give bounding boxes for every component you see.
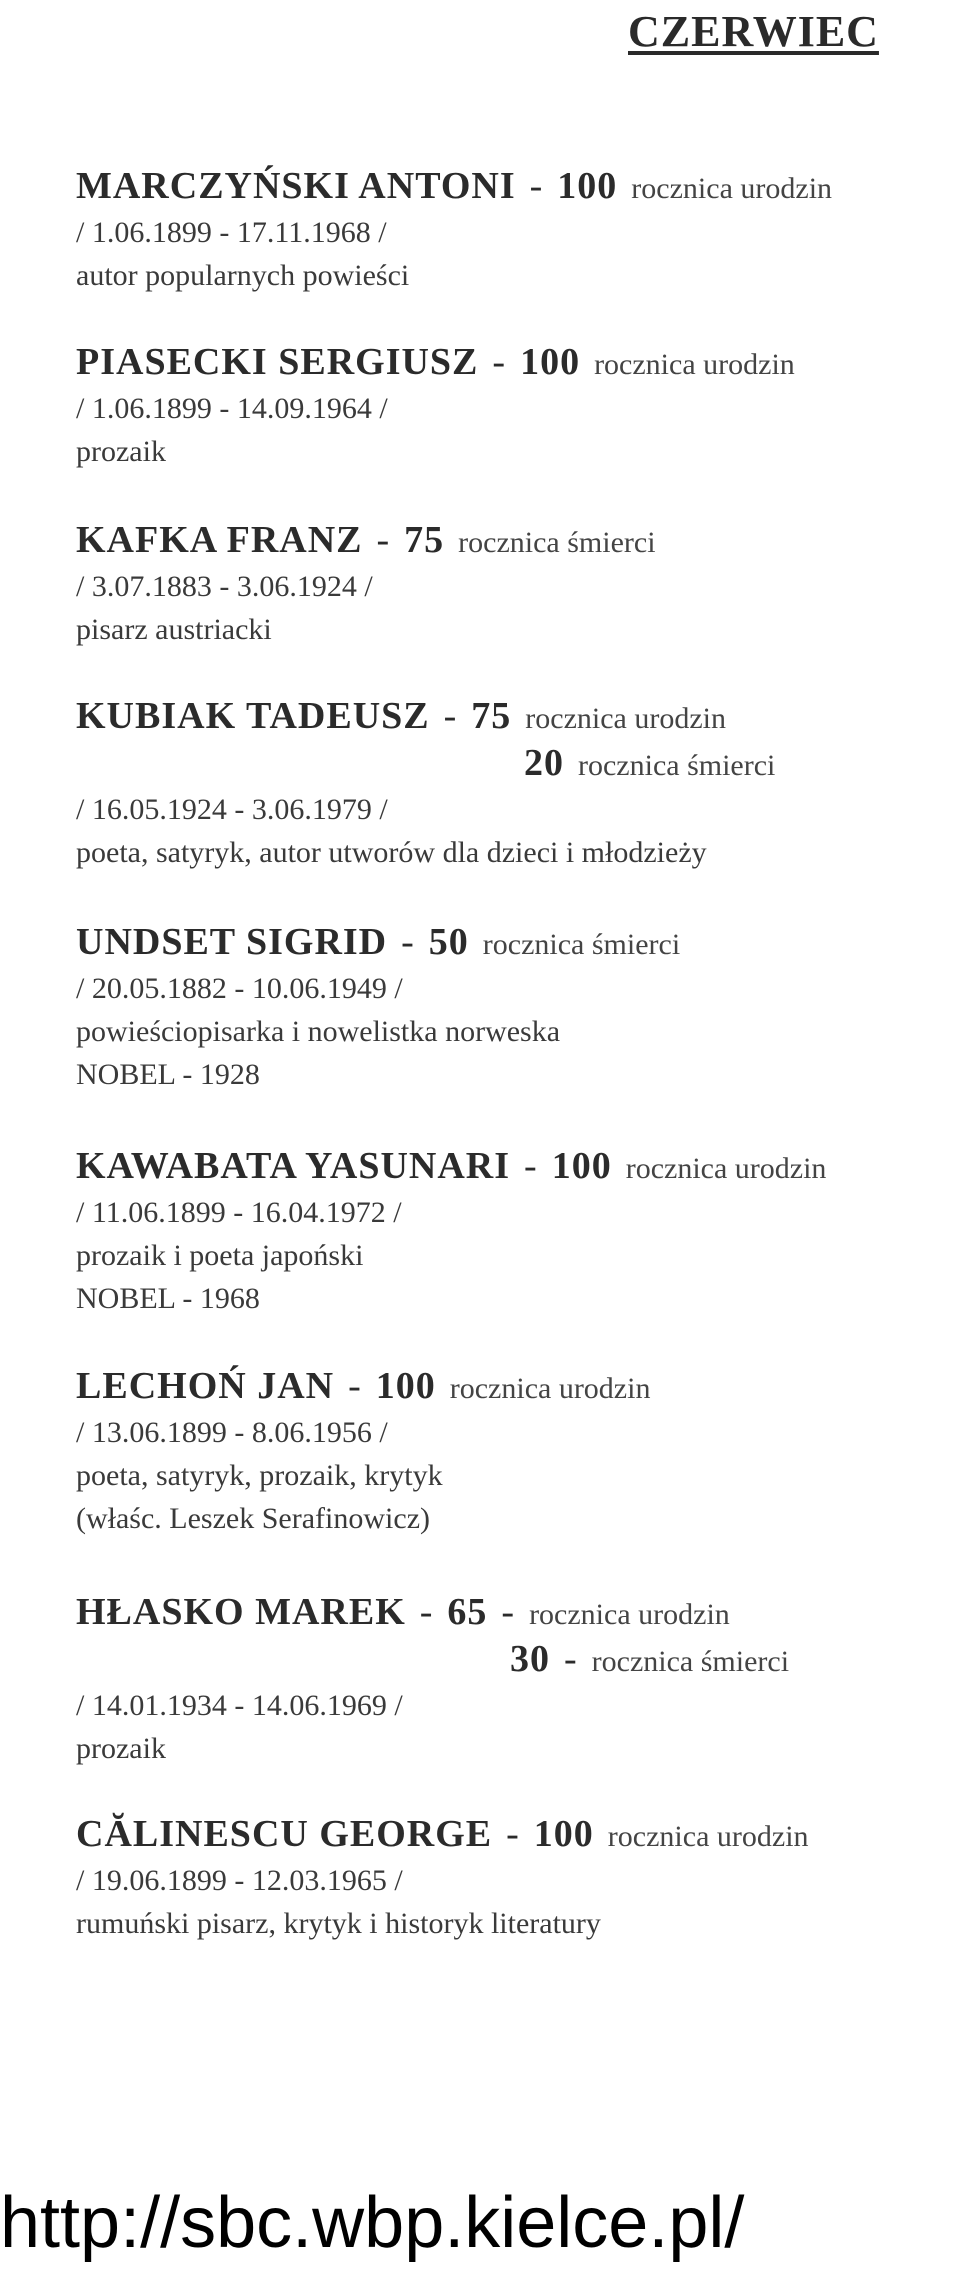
entry-kawabata xyxy=(76,1144,826,1320)
life-dates: / 3.07.1883 - 3.06.1924 / xyxy=(76,570,373,603)
entry-piasecki xyxy=(76,340,795,473)
real-name-note: (właśc. Leszek Serafinowicz) xyxy=(76,1502,430,1535)
life-dates: / 16.05.1924 - 3.06.1979 / xyxy=(76,793,388,826)
author-name: HŁASKO MAREK xyxy=(76,1591,406,1633)
description: rumuński pisarz, krytyk i historyk literatury xyxy=(76,1907,601,1940)
author-name: KUBIAK TADEUSZ xyxy=(76,695,430,737)
anniversary-label: rocznica urodzin xyxy=(625,1152,827,1185)
entry-heading: KUBIAK TADEUSZ - 75 rocznica urodzin xyxy=(76,695,727,737)
description: poeta, satyryk, autor utworów dla dzieci i młodzieży xyxy=(76,836,707,869)
entry-heading: KAWABATA YASUNARI - 100 rocznica urodzin xyxy=(76,1145,827,1187)
author-name: LECHOŃ JAN xyxy=(76,1365,335,1407)
entry-heading: MARCZYŃSKI ANTONI - 100 rocznica urodzin xyxy=(76,165,833,207)
author-name: PIASECKI SERGIUSZ xyxy=(76,341,479,383)
life-dates: / 13.06.1899 - 8.06.1956 / xyxy=(76,1416,388,1449)
life-dates: / 1.06.1899 - 17.11.1968 / xyxy=(76,216,387,249)
nobel-note: NOBEL - 1968 xyxy=(76,1282,260,1315)
entry-lechon xyxy=(76,1364,650,1540)
source-url: http://sbc.wbp.kielce.pl/ xyxy=(0,2183,745,2263)
separator: - xyxy=(564,1638,578,1680)
anniversary-number: 100 xyxy=(557,165,618,207)
description: poeta, satyryk, prozaik, krytyk xyxy=(76,1459,443,1492)
life-dates: / 11.06.1899 - 16.04.1972 / xyxy=(76,1196,402,1229)
entry-kubiak xyxy=(76,694,775,874)
anniversary-number: 50 xyxy=(428,921,469,963)
life-dates: / 14.01.1934 - 14.06.1969 / xyxy=(76,1689,403,1722)
anniversary-label: rocznica urodzin xyxy=(594,348,795,381)
anniversary-number: 20 xyxy=(524,742,564,784)
separator: - xyxy=(501,1591,516,1633)
life-dates: / 1.06.1899 - 14.09.1964 / xyxy=(76,392,388,425)
anniversary-label: rocznica urodzin xyxy=(607,1820,809,1853)
anniversary-number: 100 xyxy=(533,1813,594,1855)
anniversary-number: 100 xyxy=(520,341,581,383)
entry-kafka xyxy=(76,518,656,651)
anniversary-label: rocznica urodzin xyxy=(529,1598,730,1631)
anniversary-number: 65 xyxy=(447,1591,488,1633)
entry-heading: CĂLINESCU GEORGE - 100 rocznica urodzin xyxy=(76,1813,809,1855)
description: prozaik xyxy=(76,1732,166,1765)
description: prozaik i poeta japoński xyxy=(76,1239,364,1272)
description: prozaik xyxy=(76,435,166,468)
author-name: UNDSET SIGRID xyxy=(76,921,388,963)
entry-hlasko xyxy=(76,1590,789,1770)
author-name: MARCZYŃSKI ANTONI xyxy=(76,165,516,207)
anniversary-number: 100 xyxy=(375,1365,436,1407)
description: powieściopisarka i nowelistka norweska xyxy=(76,1015,561,1048)
anniversary-number: 75 xyxy=(471,695,512,737)
author-name: KAFKA FRANZ xyxy=(76,519,363,561)
life-dates: / 19.06.1899 - 12.03.1965 / xyxy=(76,1864,403,1897)
author-name: KAWABATA YASUNARI xyxy=(76,1145,511,1187)
anniversary-number: 75 xyxy=(404,519,445,561)
anniversary-number: 30 xyxy=(510,1638,550,1680)
entry-undset xyxy=(76,920,680,1096)
entry-heading: UNDSET SIGRID - 50 rocznica śmierci xyxy=(76,921,681,963)
author-name: CĂLINESCU GEORGE xyxy=(76,1813,493,1855)
entry-marczynski xyxy=(76,164,832,297)
entry-heading: HŁASKO MAREK - 65 - rocznica urodzin xyxy=(76,1591,730,1633)
anniversary-label: rocznica urodzin xyxy=(449,1372,651,1405)
entry-heading: PIASECKI SERGIUSZ - 100 rocznica urodzin xyxy=(76,341,795,383)
anniversary-label: rocznica śmierci xyxy=(482,928,681,961)
anniversary-label: rocznica urodzin xyxy=(525,702,727,735)
anniversary-number: 100 xyxy=(551,1145,612,1187)
anniversary-label: rocznica urodzin xyxy=(631,172,833,205)
anniversary-label: rocznica śmierci xyxy=(458,526,656,559)
entry-calinescu xyxy=(76,1812,809,1945)
entry-heading: KAFKA FRANZ - 75 rocznica śmierci xyxy=(76,519,656,561)
entry-heading-second xyxy=(76,1637,789,1684)
anniversary-label: rocznica śmierci xyxy=(591,1645,790,1678)
entry-heading: LECHOŃ JAN - 100 rocznica urodzin xyxy=(76,1365,651,1407)
description: pisarz austriacki xyxy=(76,613,272,646)
description: autor popularnych powieści xyxy=(76,259,410,292)
page-title: CZERWIEC xyxy=(628,7,879,56)
anniversary-label: rocznica śmierci xyxy=(578,749,776,782)
entry-heading-second xyxy=(76,741,775,788)
life-dates: / 20.05.1882 - 10.06.1949 / xyxy=(76,972,403,1005)
nobel-note: NOBEL - 1928 xyxy=(76,1058,260,1091)
